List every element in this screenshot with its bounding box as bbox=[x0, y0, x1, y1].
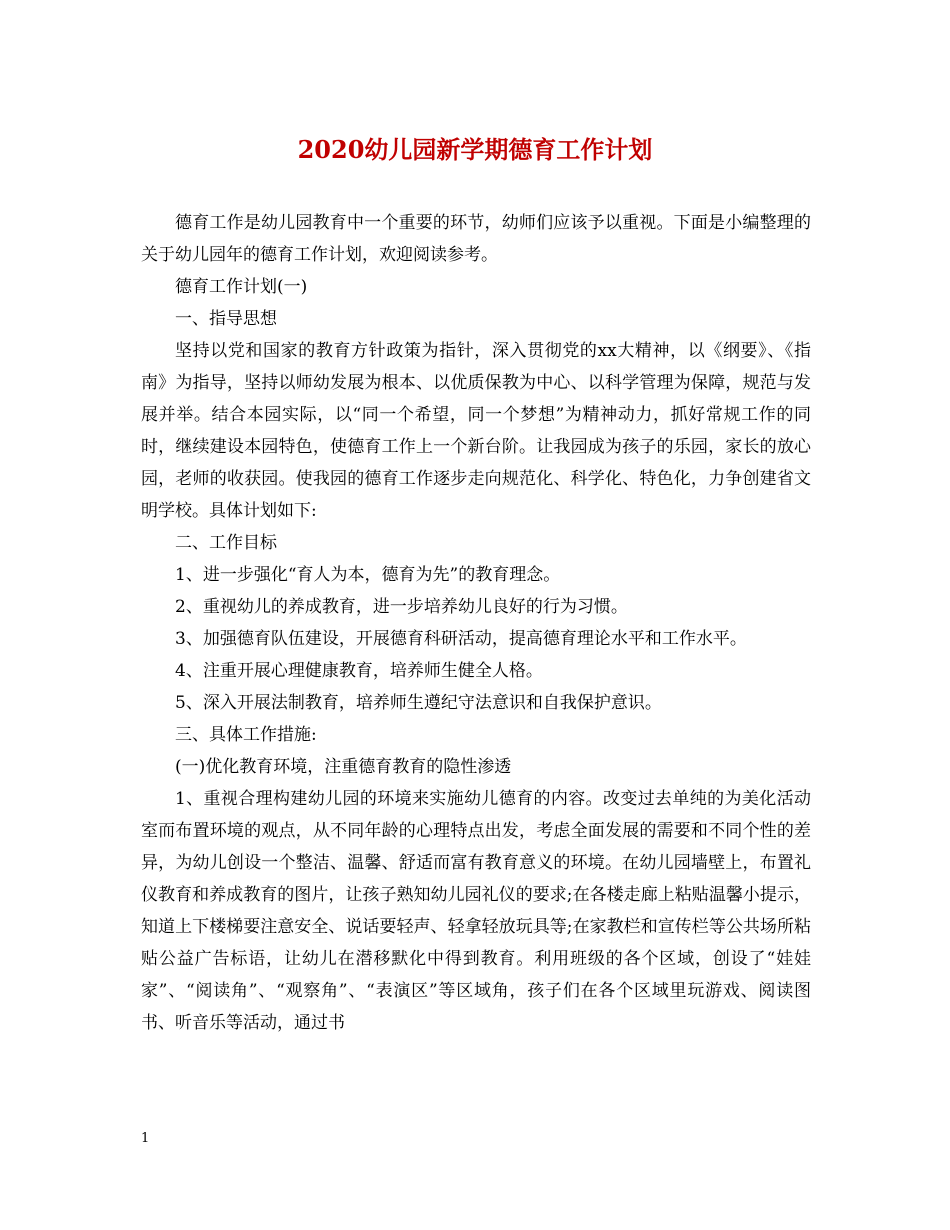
subsection-heading: (一)优化教育环境，注重德育教育的隐性渗透 bbox=[175, 757, 512, 777]
document-body bbox=[141, 207, 811, 1039]
goal-item: 1、进一步强化“育人为本，德育为先”的教育理念。 bbox=[175, 565, 561, 585]
guiding-ideology-paragraph: 坚持以党和国家的教育方针政策为指针，深入贯彻党的xx大精神，以《纲要》、《指南》为指导，坚持以师幼发展为根本、以优质保教为中心、以科学管理为保障，规范与发展并举。结合本园实际，以“同一个希望，同一个梦想”为精神动力，抓好常规工作的同时，继续建设本园特色，使德育工作上一个新台阶。让我园成为孩子的乐园，家长的放心园，老师的收获园。使我园的德育工作逐步走向规范化、科学化、特色化，力争创建省文明学校。具体计划如下: bbox=[141, 341, 811, 521]
page-number: 1 bbox=[141, 1131, 150, 1146]
section-heading-measures: 三、具体工作措施: bbox=[175, 725, 317, 745]
intro-paragraph: 德育工作是幼儿园教育中一个重要的环节，幼师们应该予以重视。下面是小编整理的关于幼儿园年的德育工作计划，欢迎阅读参考。 bbox=[141, 213, 811, 265]
goal-item: 4、注重开展心理健康教育，培养师生健全人格。 bbox=[175, 661, 543, 681]
section-heading-work-goals: 二、工作目标 bbox=[175, 533, 277, 553]
measures-paragraph: 1、重视合理构建幼儿园的环境来实施幼儿德育的内容。改变过去单纯的为美化活动室而布置环境的观点，从不同年龄的心理特点出发，考虑全面发展的需要和不同个性的差异，为幼儿创设一个整洁、温馨、舒适而富有教育意义的环境。在幼儿园墙壁上，布置礼仪教育和养成教育的图片，让孩子熟知幼儿园礼仪的要求;在各楼走廊上粘贴温馨小提示，知道上下楼梯要注意安全、说话要轻声、轻拿轻放玩具等;在家教栏和宣传栏等公共场所粘贴公益广告标语，让幼儿在潜移默化中得到教育。利用班级的各个区域，创设了“娃娃家”、“阅读角”、“观察角”、“表演区”等区域角，孩子们在各个区域里玩游戏、阅读图书、听音乐等活动，通过书 bbox=[141, 789, 811, 1033]
plan-heading: 德育工作计划(一) bbox=[175, 277, 308, 297]
goal-item: 2、重视幼儿的养成教育，进一步培养幼儿良好的行为习惯。 bbox=[175, 597, 628, 617]
goal-item: 3、加强德育队伍建设，开展德育科研活动，提高德育理论水平和工作水平。 bbox=[175, 629, 747, 649]
goal-item: 5、深入开展法制教育，培养师生遵纪守法意识和自我保护意识。 bbox=[175, 693, 662, 713]
section-heading-guiding-ideology: 一、指导思想 bbox=[175, 309, 277, 329]
document-title: 2020幼儿园新学期德育工作计划 bbox=[297, 135, 653, 164]
